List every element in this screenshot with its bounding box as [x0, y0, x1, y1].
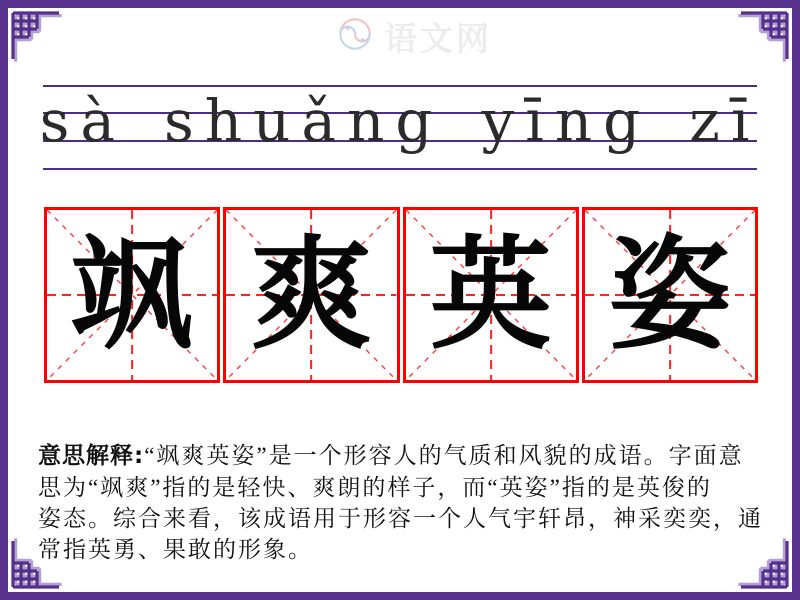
corner-fret-ornament-top-right [737, 7, 793, 63]
pinyin-syllable: sà [39, 87, 126, 155]
pinyin-syllable: yīng [481, 87, 652, 155]
pinyin-text [39, 73, 761, 169]
character-glyph: 飒 [71, 224, 194, 366]
character-glyph: 姿 [608, 224, 731, 366]
character-box [223, 207, 399, 383]
character-box [582, 207, 758, 383]
site-name: 语文网 [384, 18, 492, 58]
character-glyph: 英 [429, 224, 552, 366]
explanation-label: 意思解释: [38, 443, 145, 469]
fish-yinyang-icon [334, 13, 376, 60]
explanation-text: “飒爽英姿”是一个形容人的气质和风貌的成语。字面意 [144, 443, 744, 468]
site-logo[interactable] [334, 12, 492, 60]
explanation-line [38, 440, 768, 472]
character-grid [44, 207, 758, 383]
character-glyph: 爽 [250, 224, 373, 366]
corner-fret-ornament-top-left [7, 7, 63, 63]
character-box [403, 207, 579, 383]
explanation-line: 常指英勇、果敢的形象。 [38, 537, 313, 562]
pinyin-syllable: shuǎng [163, 87, 444, 155]
explanation [38, 440, 768, 565]
explanation-line: 思为“飒爽”指的是轻快、爽朗的样子，而“英姿”指的是英俊的 [38, 475, 712, 500]
explanation-line: 姿态。综合来看，该成语用于形容一个人气宇轩昂，神采奕奕，通 [38, 506, 763, 531]
pinyin-syllable: zī [689, 87, 761, 155]
character-box [44, 207, 220, 383]
